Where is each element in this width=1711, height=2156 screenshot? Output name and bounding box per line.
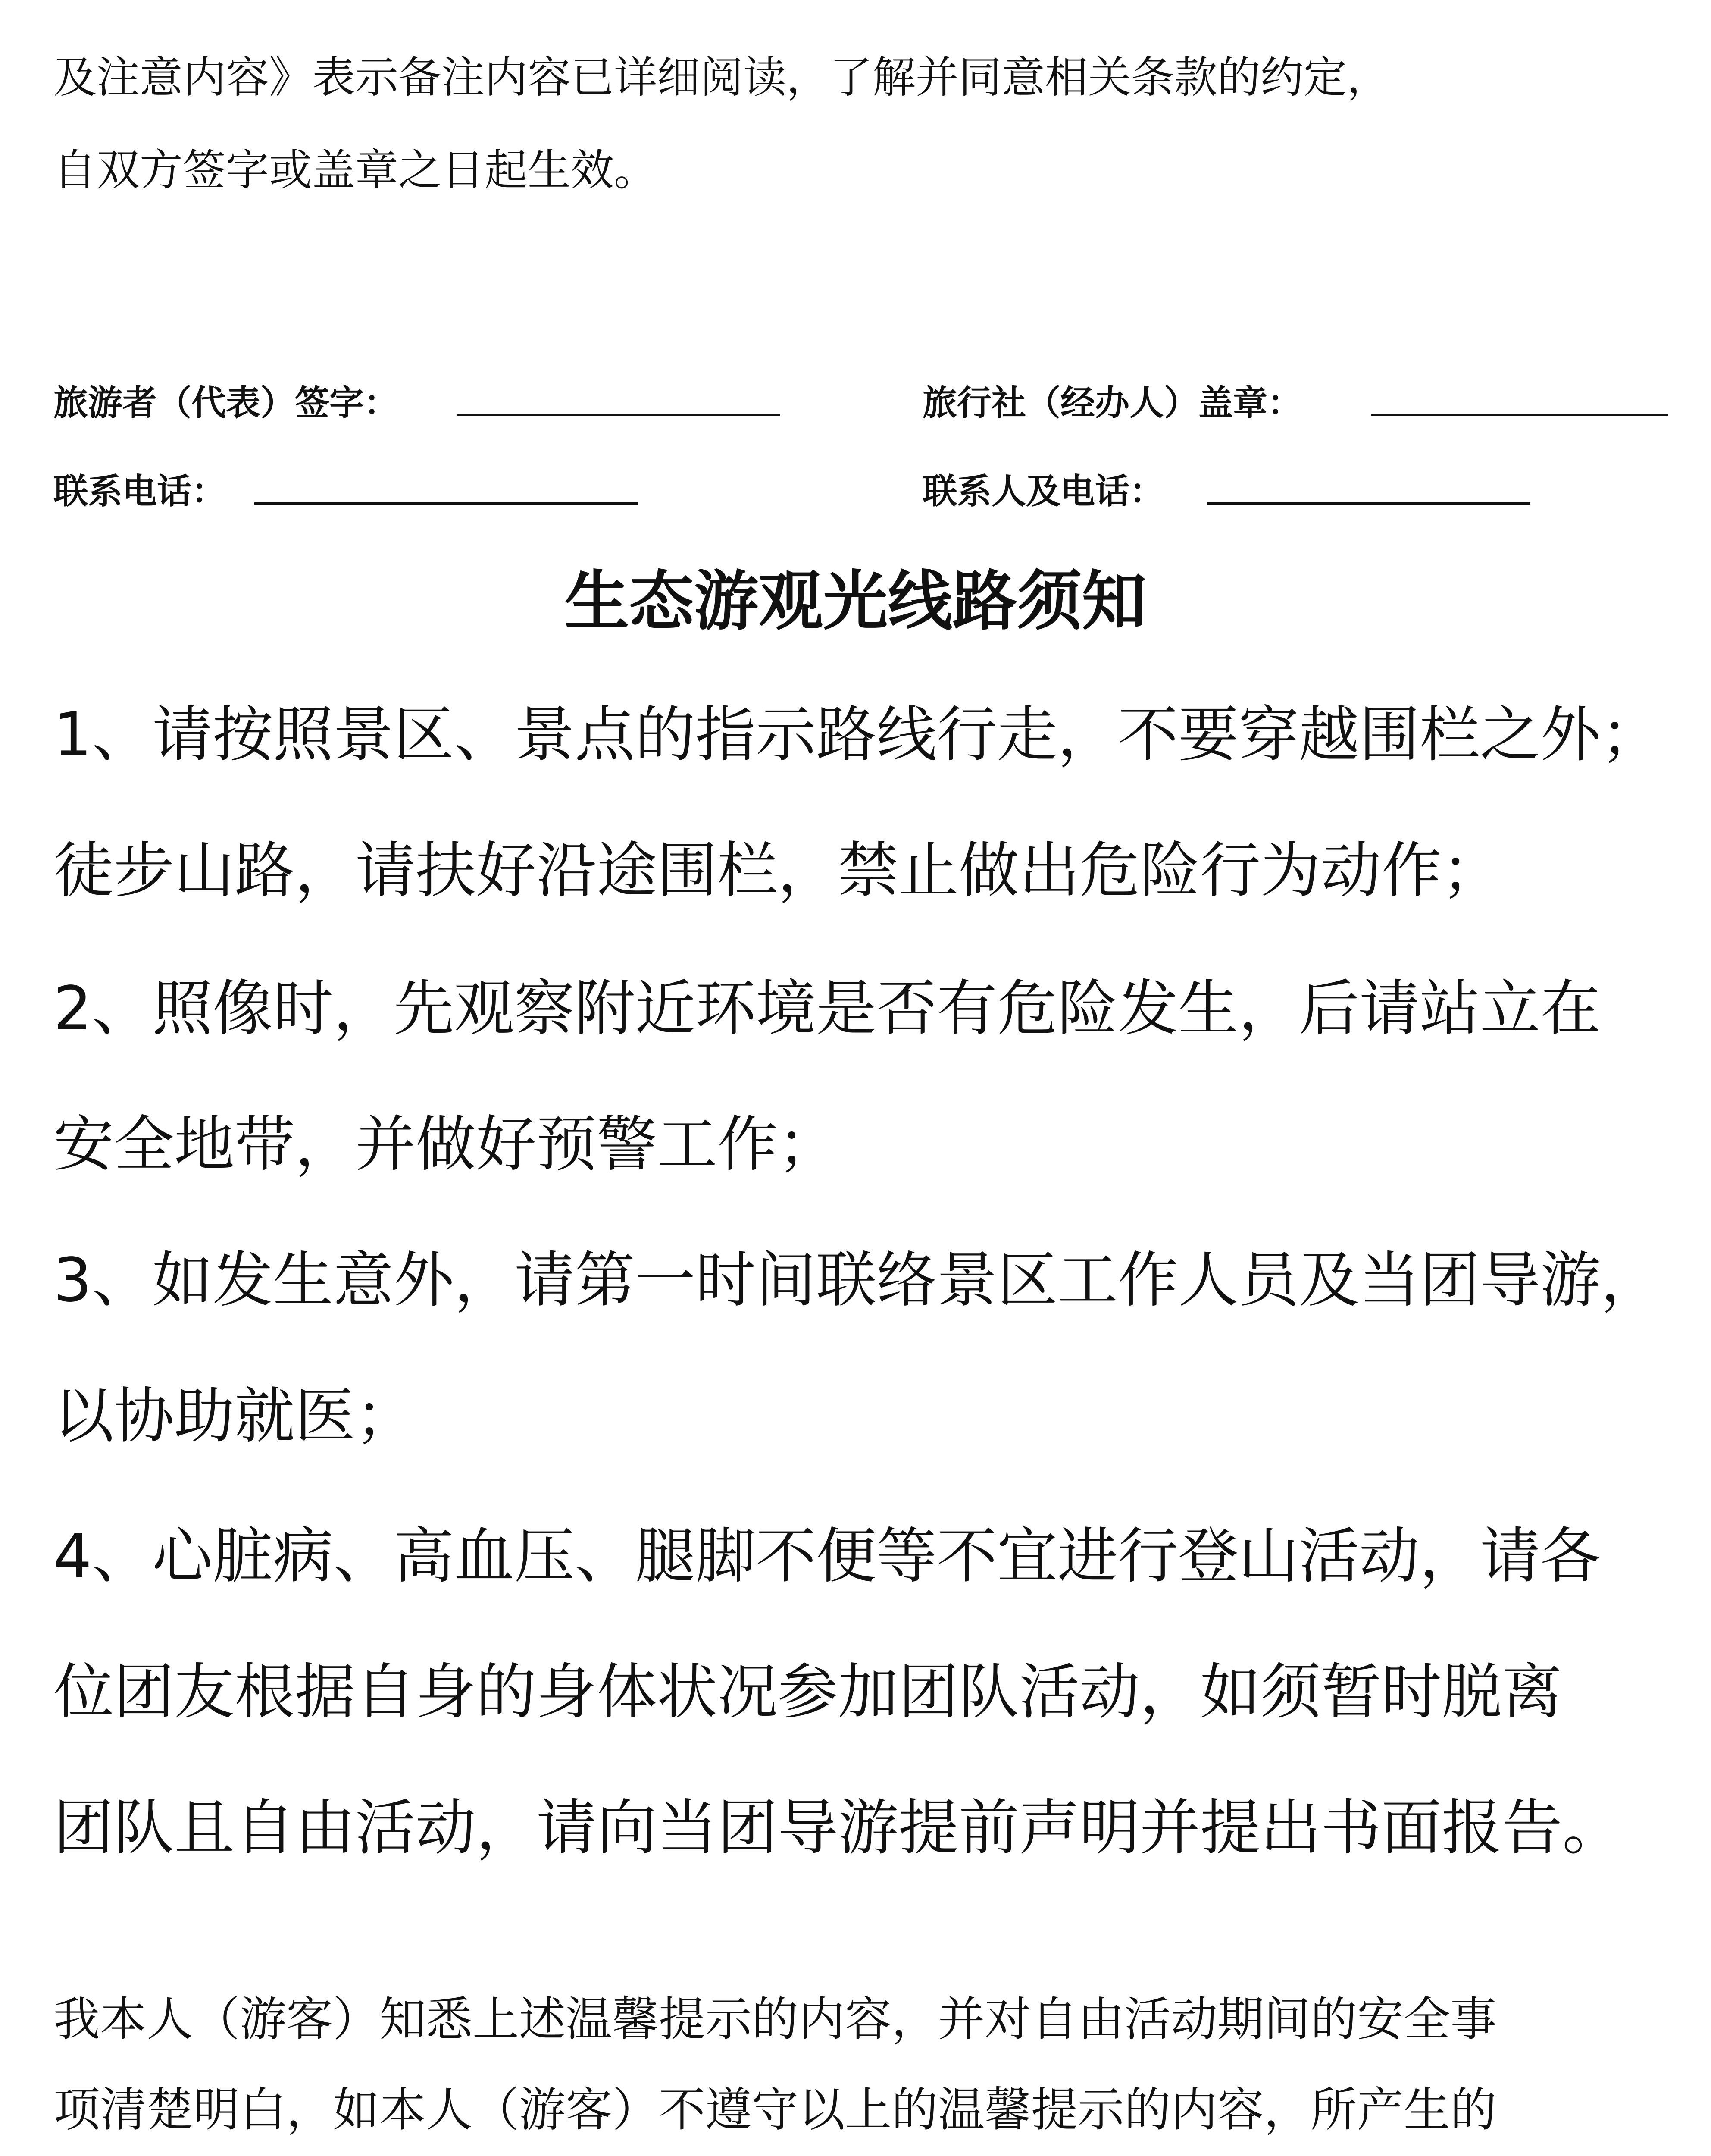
rule-line-1: 1、请按照景区、景点的指示路线行走，不要穿越围栏之外； [53, 700, 1661, 770]
rule-line-9: 团队且自由活动，请向当团导游提前声明并提出书面报告。 [53, 1793, 1623, 1863]
tourist-signature-label: 旅游者（代表）签字： [53, 383, 398, 423]
notice-title: 生态游观光线路须知 [564, 564, 1147, 639]
contact-line[interactable] [1207, 502, 1530, 505]
rule-line-2: 徒步山路，请扶好沿途围栏，禁止做出危险行为动作； [53, 836, 1502, 906]
agency-stamp-line[interactable] [1371, 414, 1668, 416]
intro-line-1: 及注意内容》表示备注内容已详细阅读，了解并同意相关条款的约定， [53, 52, 1390, 103]
declaration-line-1: 我本人（游客）知悉上述温馨提示的内容，并对自由活动期间的安全事 [53, 1993, 1497, 2046]
rule-line-4: 安全地带，并做好预警工作； [53, 1109, 838, 1180]
rule-line-5: 3、如发生意外，请第一时间联络景区工作人员及当团导游， [53, 1245, 1661, 1316]
intro-line-2: 自双方签字或盖章之日起生效。 [53, 145, 657, 195]
tourist-signature-line[interactable] [457, 414, 780, 416]
phone-line[interactable] [254, 502, 638, 505]
contact-label: 联系人及电话： [923, 471, 1164, 511]
rule-line-7: 4、心脏病、高血压、腿脚不便等不宜进行登山活动，请各 [53, 1521, 1601, 1592]
agency-stamp-label: 旅行社（经办人）盖章： [923, 383, 1302, 423]
phone-label: 联系电话： [53, 471, 226, 511]
declaration-line-2: 项清楚明白，如本人（游客）不遵守以上的温馨提示的内容，所产生的 [53, 2083, 1497, 2137]
rule-line-8: 位团友根据自身的身体状况参加团队活动，如须暂时脱离 [53, 1657, 1563, 1727]
rule-line-6: 以协助就医； [53, 1381, 416, 1451]
rule-line-3: 2、照像时，先观察附近环境是否有危险发生，后请站立在 [53, 974, 1601, 1044]
